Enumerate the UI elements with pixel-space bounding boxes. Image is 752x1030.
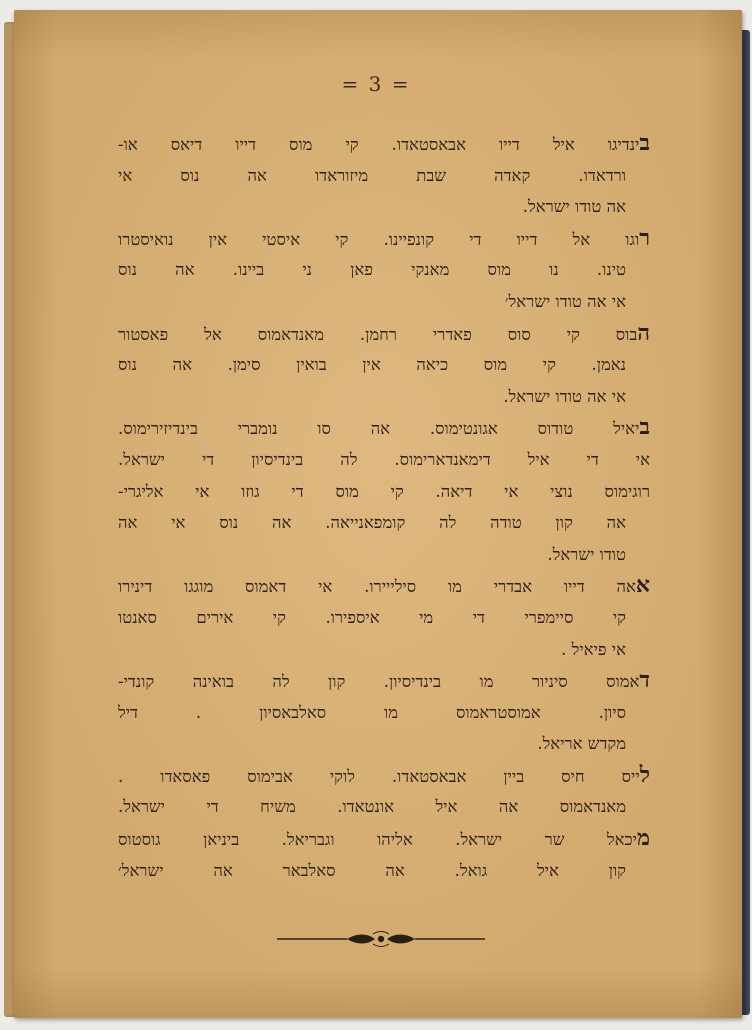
paragraph-7-line-1 xyxy=(118,760,650,792)
initial-letter: ל xyxy=(639,761,650,788)
paragraph-4-line-3: רוגימוס נוצי אי דיאה. קי מוס די גוזו אי אליגרי- xyxy=(118,481,650,501)
paragraph-4-line-4: אה קון טודה לה קומפאנייאה. אה נוס אי אה xyxy=(118,513,626,533)
paragraph-2-line-3: אי אה טודו ישראל׳ xyxy=(504,291,626,311)
line-text: אה דייו אבדרי מו סילייירו. אי דאמוס מוגגו דינירו xyxy=(118,577,636,597)
paragraph-2-line-1 xyxy=(118,223,650,255)
paragraph-1-line-1 xyxy=(118,128,650,160)
paragraph-1-line-3: אה טודו ישראל. xyxy=(522,197,626,217)
initial-letter: ד xyxy=(639,667,650,694)
initial-letter: מ xyxy=(636,825,650,852)
paragraph-5-line-2: קי סיימפרי די מי איספירו. קי אירים סאנטו xyxy=(118,607,626,627)
decorative-tailpiece-icon xyxy=(277,930,485,948)
paragraph-1-line-2: ורדאדו. קאדה שבת מיזוראדו אה נוס אי xyxy=(118,165,626,185)
line-text: ינדיגו איל דייו אבאסטאדו. קי מוס דייו דיאס או- xyxy=(118,135,640,154)
initial-letter: ב xyxy=(639,130,650,156)
poem-text xyxy=(118,128,650,886)
paragraph-5-line-1 xyxy=(118,570,650,602)
paragraph-3-line-2: נאמן. קי מוס כיאה אין בואין סימן. אה נוס xyxy=(118,355,626,375)
line-text: יכאל שר ישראל. אליהו וגבריאל. ביניאן גוסטוס xyxy=(118,830,637,850)
line-text: וגו אל דייו די קונפיינו. קי איסטי אין נואיסטרו xyxy=(118,229,640,249)
initial-letter: א xyxy=(635,572,650,599)
initial-letter: ב xyxy=(639,414,650,441)
paragraph-2-line-2: טינו. נו מוס מאנקי פאן ני ביינו. אה נוס xyxy=(118,260,626,280)
line-text: בוס קי סוס פאדרי רחמן. מאנדאמוס אל פאסטור xyxy=(118,324,638,344)
paragraph-4-line-2: אי די איל דימאנדארימוס. לה בינדיסיון די ישראל. xyxy=(118,449,650,469)
line-text: יאיל טודוס אגונטימוס. אה סו נומברי בינדיזירימוס. xyxy=(118,419,640,439)
paragraph-5-line-3: אי פיאיל . xyxy=(561,639,626,659)
paragraph-6-line-1 xyxy=(118,665,650,697)
paragraph-3-line-3: אי אה טודו ישראל. xyxy=(503,386,626,406)
paragraph-8-line-2: קון איל גואל. אה סאלבאר אה ישראל׳ xyxy=(118,860,626,880)
initial-letter: ר xyxy=(639,224,650,251)
page-number: = 3 = xyxy=(341,72,411,96)
line-text: אמוס סיניור מו בינדיסיון. קון לה בואינה קונדי- xyxy=(118,672,640,692)
paragraph-3-line-1 xyxy=(118,318,650,350)
paragraph-4-line-1 xyxy=(118,412,650,444)
line-text: ייס חיס ביין אבאסטאדו. לוקי אבימוס פאסאדו . xyxy=(118,766,640,786)
paragraph-6-line-3: מקדש אריאל. xyxy=(537,734,626,754)
paragraph-8-line-1 xyxy=(118,823,650,855)
paragraph-6-line-2: סיון. אמוסטראמוס מו סאלבאסיון . דיל xyxy=(118,702,626,722)
initial-letter: ה xyxy=(637,319,650,346)
paragraph-7-line-2: מאנדאמוס אה איל אונטאדו. משיח די ישראל. xyxy=(118,797,626,817)
paragraph-4-line-5: טודו ישראל. xyxy=(547,544,626,564)
